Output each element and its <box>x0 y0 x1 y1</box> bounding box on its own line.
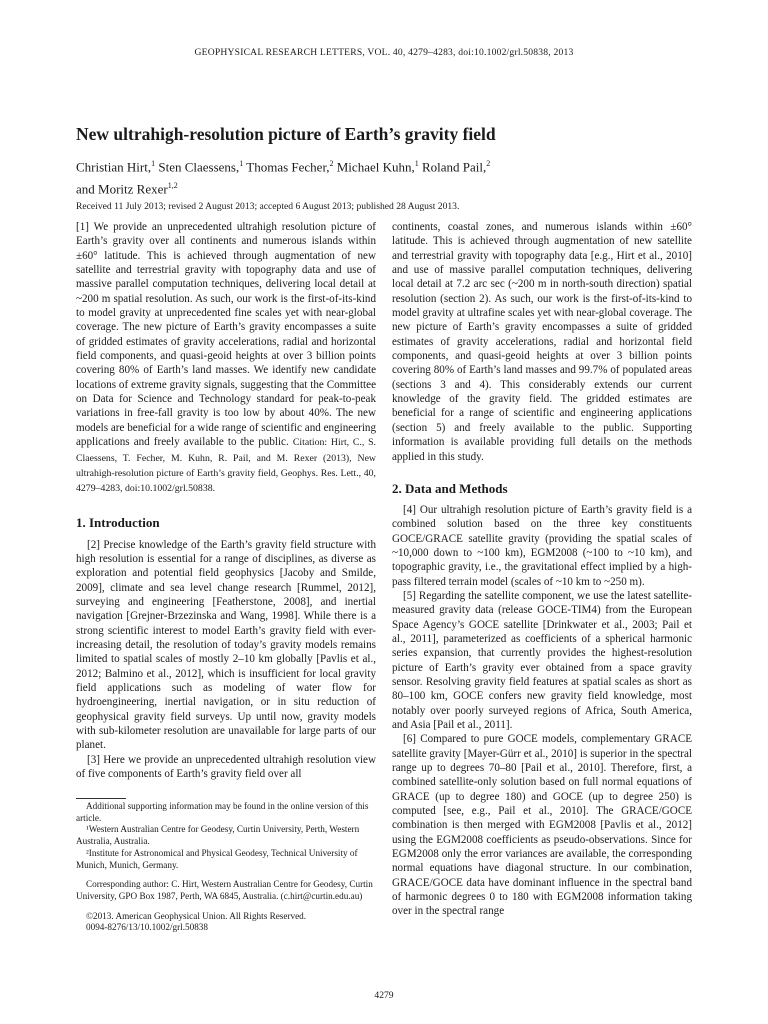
author: Sten Claessens, <box>158 159 240 175</box>
paragraph-text: Regarding the satellite component, we use the latest satellite-measured gravity data (release GOCE-TIM4) from the European Space Agency’s GOCE satellite [Drinkwater et al., 2003; Pail et al., 2011], parameterized as coefficients of a spherical harmonic series expansion, that currently provides the highest-resolution picture of Earth’s gravity ever obtained from a space gravity sensor. Resolving gravity field features at spatial scales as short as 80–100 km, GOCE confers new gravity field knowledge, most notably over poorly surveyed regions of Africa, South America, and Asia [Pail et al., 2011]. <box>392 589 692 731</box>
footnote-copyright: ©2013. American Geophysical Union. All Rights Reserved. <box>86 910 307 921</box>
author: Christian Hirt, <box>76 159 152 175</box>
paragraph-number: [2] <box>87 538 100 551</box>
body-paragraph-continued: continents, coastal zones, and numerous islands within ±60° latitude. This is achieved through augmentation of new satellite and terrestrial gravity with topography data [e.g., Hirt et al., 2010] and use of massive parallel computation techniques, delivering local detail at 7.2 arc sec (~200 m in north-south direction) spatial resolution (section 2). As such, our work is the first-of-its-kind to model gravity at ultrafine scales yet with near-global coverage. The new picture of Earth’s gravity encompasses a suite of gridded estimates of gravity accelerations, radial and horizontal field components, and quasi-geoid heights at over 3 billion points covering 80% of Earth’s land masses and 99.7% of populated areas (sections 3 and 4). This considerably extends our current knowledge of the gravity field. The gridded estimates are beneficial for a range of scientific and engineering applications (section 5) and freely available to the public. Supporting information is available providing full details on the methods applied in this study. <box>392 221 692 463</box>
body-paragraph <box>392 589 692 732</box>
author: Michael Kuhn, <box>336 159 415 175</box>
footnote-rule <box>76 798 126 799</box>
received-dates: Received 11 July 2013; revised 2 August 2013; accepted 6 August 2013; published 28 August 2013. <box>76 201 460 212</box>
paragraph-number: [1] <box>76 221 89 233</box>
paragraph-number: [4] <box>403 503 416 516</box>
affiliation-mark: 2 <box>329 159 334 168</box>
running-head: GEOPHYSICAL RESEARCH LETTERS, VOL. 40, 4279–4283, doi:10.1002/grl.50838, 2013 <box>194 47 574 58</box>
citation: Citation: Hirt, C., S. Claessens, T. Fecher, M. Kuhn, R. Pail, and M. Rexer (2013), New ultrahigh-resolution picture of Earth’s gravity field, Geophys. Res. Lett., 40, 4279–4283, doi:10.1002/grl.50838. <box>76 437 376 495</box>
paragraph-number: [5] <box>403 589 416 602</box>
affiliation-mark: 1,2 <box>167 181 178 191</box>
affiliation-mark: 2 <box>486 159 491 168</box>
paragraph-text: Precise knowledge of the Earth’s gravity field structure with high resolution is essential for a range of disciplines, as diverse as exploration and potential field geophysics [Jacoby and Smilde, 2009], climate and sea level change research [Rummel, 2012], surveying and engineering [Featherstone, 2008], and inertial navigation [Grejner-Brzezinska and Wang, 1998]. While there is a strong scientific interest to model Earth’s gravity field with ever-increasing detail, the resolution of today’s gravity models remains limited to spatial scales of mostly 2–10 km globally [Pavlis et al., 2012; Balmino et al., 2012], which is insufficient for local gravity field applications such as modeling of water flow for hydroengineering, inertial navigation, or in situ reduction of geophysical gravity field surveys. Up until now, gravity models with sub-kilometer resolution are unavailable for large parts of our planet. <box>76 538 377 752</box>
left-column <box>76 220 376 781</box>
affiliation-mark: 1 <box>239 159 244 168</box>
footnote-affiliation-1: ¹Western Australian Centre for Geodesy, Curtin University, Perth, Western Australia, Australia. <box>76 824 360 847</box>
body-paragraph <box>76 753 376 782</box>
paragraph-number: [3] <box>87 753 100 766</box>
paragraph-text: Our ultrahigh resolution picture of Earth’s gravity field is a combined solution based on the three key constituents GOCE/GRACE satellite gravity (providing the spatial scales of ~10,000 down to ~100 km), EGM2008 (~100 to ~10 km), and topographic gravity, i.e., the gravitational effect implied by a high-pass filtered terrain model (scales of ~10 km to ~250 m). <box>392 503 692 588</box>
section-heading-data-and-methods: 2. Data and Methods <box>392 480 508 496</box>
body-paragraph <box>392 503 692 589</box>
footnotes <box>76 801 376 934</box>
footnote-supporting-info: Additional supporting information may be found in the online version of this article. <box>76 801 369 823</box>
section-heading-introduction: 1. Introduction <box>76 514 160 530</box>
right-column <box>392 220 692 919</box>
author: Roland Pail, <box>421 159 487 175</box>
abstract-text: We provide an unprecedented ultrahigh resolution picture of Earth’s gravity over all continents and numerous islands within ±60° latitude. This is achieved through augmentation of new satellite and terrestrial gravity with topography data and use of massive parallel computation techniques, delivering local detail at ~200 m spatial resolution. As such, our work is the first-of-its-kind to model gravity at unprecedented fine scales yet with near-global coverage. The new picture of Earth’s gravity encompasses a suite of gridded estimates of gravity accelerations, radial and horizontal field components, and quasi-geoid heights at over 3 billion points covering 80% of Earth’s land masses. We identify new candidate locations of extreme gravity signals, suggesting that the Committee on Data for Science and Technology standard for peak-to-peak variations in free-fall gravity is too low by about 40%. The new models are beneficial for a wide range of scientific and engineering applications and freely available to the public. <box>76 221 377 449</box>
paragraph-text: Compared to pure GOCE models, complementary GRACE satellite gravity [Mayer-Gürr et al., 2010] is superior in the spectral range up to degrees 70–80 [Pail et al., 2010]. Therefore, first, a combined satellite-only solution based on full normal equations of GRACE (up to degree 180) and GOCE (up to degree 250) is computed [see, e.g., Pail et al., 2010]. The GRACE/GOCE combination is then merged with EGM2008 [Pavlis et al., 2012] using the EGM2008 coefficients as pseudo-observations. Since for EGM2008 only the error variances are available, the corresponding normal equations have diagonal structure. In our combination, GRACE/GOCE data have dominant influence in the spectral band of harmonic degrees 0 to 180 with EGM2008 information taking over in the spectral range <box>392 733 693 918</box>
paragraph-text: Here we provide an unprecedented ultrahigh resolution view of five components of Earth’s gravity field over all <box>76 753 376 781</box>
footnote-corresponding-author: Corresponding author: C. Hirt, Western Australian Centre for Geodesy, Curtin University, GPO Box 1987, Perth, WA 6845, Australia. (c.hirt@curtin.edu.au) <box>76 879 373 901</box>
author: and Moritz Rexer <box>76 181 168 197</box>
page-number: 4279 <box>374 990 394 1001</box>
author: Thomas Fecher, <box>246 159 330 175</box>
body-paragraph <box>392 732 692 918</box>
affiliation-mark: 1 <box>414 159 419 168</box>
footnote-affiliation-2: ²Institute for Astronomical and Physical Geodesy, Technical University of Munich, Munich, Germany. <box>76 847 358 870</box>
author-list <box>76 154 636 199</box>
abstract-paragraph <box>76 220 376 497</box>
footnote-issn: 0094-8276/13/10.1002/grl.50838 <box>86 922 208 933</box>
affiliation-mark: 1 <box>151 159 156 168</box>
body-paragraph <box>76 538 376 753</box>
paragraph-number: [6] <box>403 733 416 746</box>
article-title: New ultrahigh-resolution picture of Earth’s gravity field <box>76 124 496 144</box>
